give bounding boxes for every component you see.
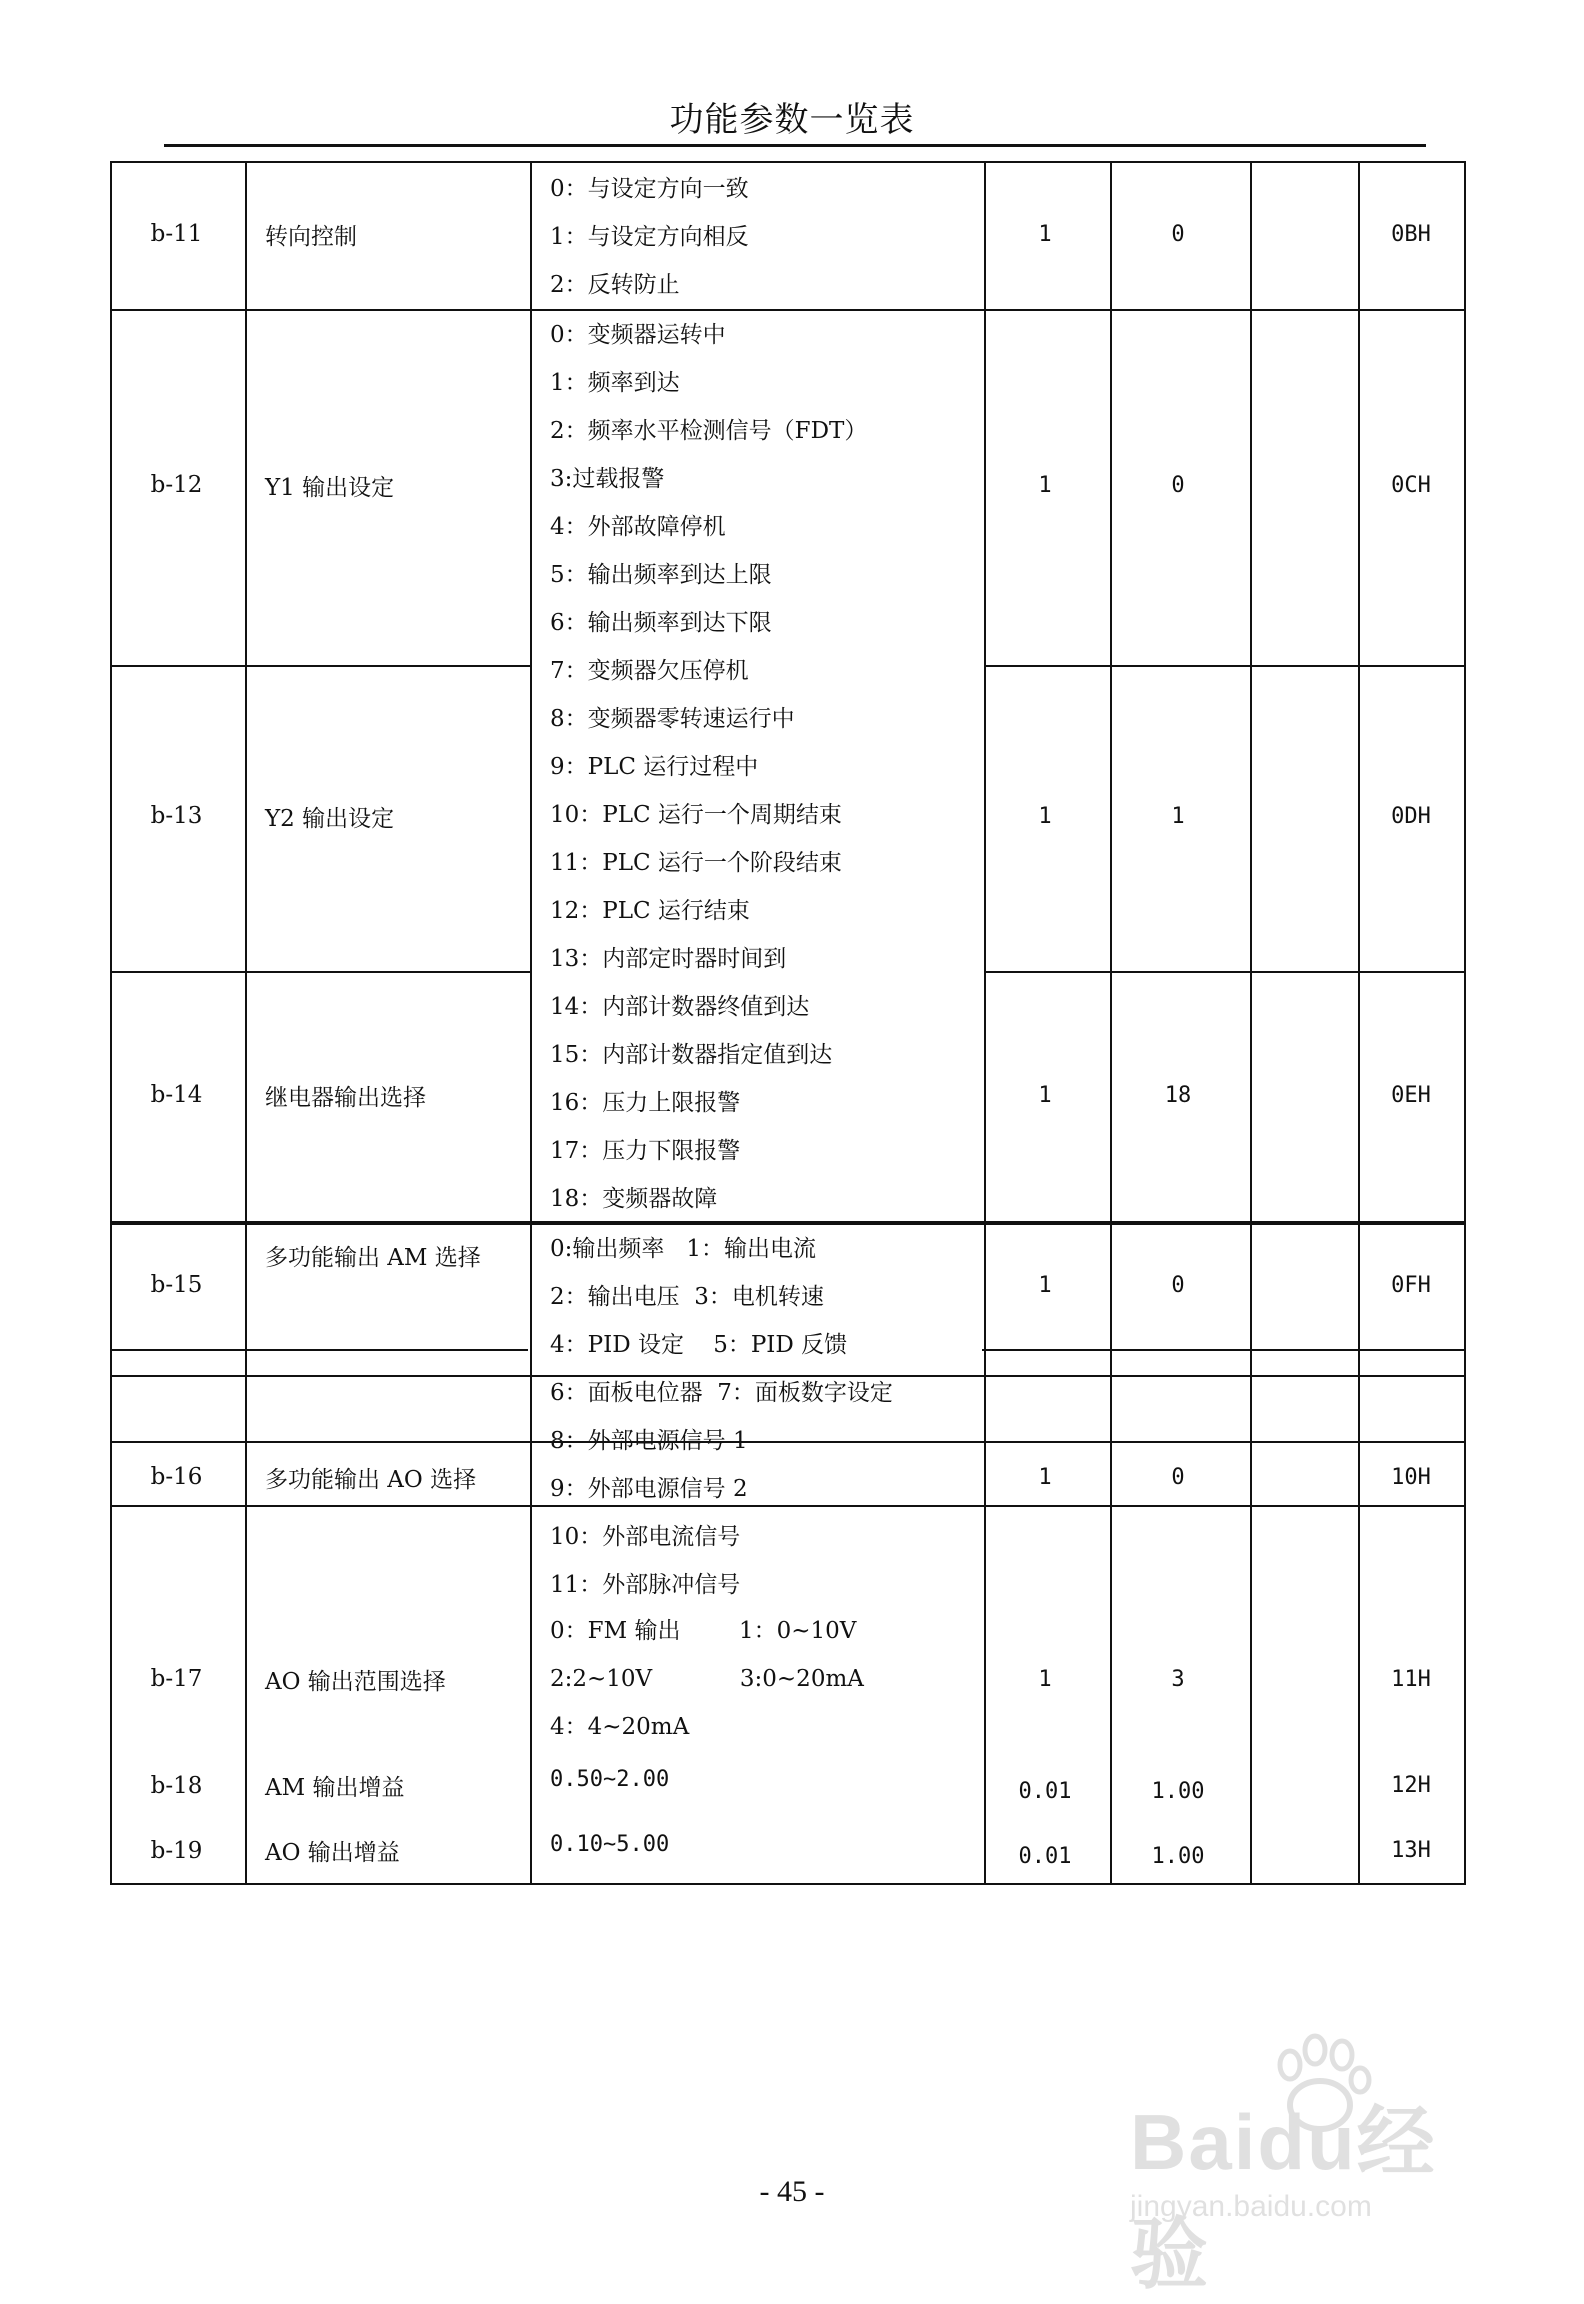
- option-line: 9：PLC 运行过程中: [550, 754, 759, 780]
- title-underline: [164, 144, 1426, 147]
- table-row-name: Y2 输出设定: [265, 805, 395, 832]
- table-row-addr: 12H: [1391, 1773, 1431, 1798]
- table-row-default: 1: [1171, 803, 1185, 829]
- option-line: 4：PID 设定 5：PID 反馈: [550, 1332, 848, 1358]
- option-line: 6：输出频率到达下限: [550, 610, 772, 636]
- options-b18: 0.50~2.00: [550, 1767, 670, 1792]
- watermark-logo: Baidu经验: [1130, 2098, 1437, 2298]
- option-line: 8：变频器零转速运行中: [550, 706, 795, 732]
- table-row-name: AM 输出增益: [265, 1775, 405, 1801]
- option-line: 11：PLC 运行一个阶段结束: [550, 850, 842, 876]
- option-line: 0:输出频率 1：输出电流: [550, 1236, 816, 1262]
- table-row-code: b-13: [150, 803, 203, 829]
- table-row-code: b-16: [150, 1464, 203, 1490]
- table-row-code: b-14: [150, 1082, 203, 1108]
- baidu-jingyan-watermark: [1110, 2060, 1490, 2298]
- table-row-code: b-19: [150, 1837, 203, 1864]
- table-row-step: 1: [1038, 1082, 1052, 1108]
- table-row-default: 0: [1171, 472, 1185, 498]
- option-line: 2：反转防止: [550, 272, 680, 298]
- table-row-addr: 0FH: [1391, 1272, 1431, 1298]
- table-row-default: 1.00: [1151, 1844, 1205, 1869]
- table-row-default: 18: [1164, 1082, 1192, 1108]
- options-analog-outputs: [528, 1221, 1088, 1605]
- table-row-step: 0.01: [1018, 1779, 1072, 1804]
- option-line: 11：外部脉冲信号: [550, 1572, 741, 1598]
- table-row-name: 多功能输出 AO 选择: [265, 1466, 477, 1493]
- table-row-name: Y1 输出设定: [265, 474, 395, 501]
- option-line: 10：PLC 运行一个周期结束: [550, 802, 842, 828]
- table-row-code: b-17: [150, 1666, 203, 1692]
- option-line: 4：外部故障停机: [550, 514, 726, 540]
- option-line: 16：压力上限报警: [550, 1090, 741, 1116]
- option-line: 14：内部计数器终值到达: [550, 994, 810, 1020]
- table-row-addr: 0BH: [1391, 221, 1431, 247]
- option-line: 12：PLC 运行结束: [550, 898, 750, 924]
- table-row-name: AO 输出增益: [265, 1840, 400, 1866]
- table-row-code: b-15: [150, 1272, 203, 1298]
- table-row-addr: 11H: [1391, 1666, 1431, 1692]
- option-line: 8：外部电源信号 1: [550, 1428, 748, 1454]
- option-line: 2:2~10V 3:0~20mA: [550, 1666, 864, 1692]
- table-row-addr: 0EH: [1391, 1082, 1431, 1108]
- option-line: 2：频率水平检测信号（FDT）: [550, 418, 868, 444]
- col-divider-5: [1250, 163, 1252, 1883]
- option-line: 0：变频器运转中: [550, 322, 726, 348]
- table-row-code: b-11: [150, 221, 203, 247]
- table-row-addr: 0CH: [1391, 472, 1431, 498]
- table-row-addr: 13H: [1391, 1838, 1431, 1863]
- option-line: 3:过载报警: [550, 466, 665, 492]
- option-line: 7：变频器欠压停机: [550, 658, 749, 684]
- option-line: 15：内部计数器指定值到达: [550, 1042, 833, 1068]
- table-row-default: 0: [1171, 1464, 1185, 1490]
- table-row-step: 1: [1038, 1272, 1052, 1298]
- option-line: 5：输出频率到达上限: [550, 562, 772, 588]
- option-line: 17：压力下限报警: [550, 1138, 741, 1164]
- table-row-name: 转向控制: [265, 223, 357, 250]
- option-line: 9：外部电源信号 2: [550, 1476, 748, 1502]
- option-line: 0：FM 输出 1：0~10V: [550, 1618, 857, 1644]
- option-line: 1：频率到达: [550, 370, 680, 396]
- page-number: - 45 -: [759, 2175, 825, 2208]
- option-line: 13：内部定时器时间到: [550, 946, 787, 972]
- table-row-default: 1.00: [1151, 1779, 1205, 1804]
- option-line: 2：输出电压 3：电机转速: [550, 1284, 824, 1310]
- table-row-addr: 0DH: [1391, 803, 1431, 829]
- table-row-name: AO 输出范围选择: [265, 1668, 446, 1695]
- table-row-step: 1: [1038, 803, 1052, 829]
- table-row-name: 多功能输出 AM 选择: [265, 1245, 481, 1271]
- options-b19: 0.10~5.00: [550, 1832, 670, 1857]
- option-line: 6：面板电位器 7：面板数字设定: [550, 1380, 893, 1406]
- page-title: 功能参数一览表: [669, 100, 915, 140]
- option-line: 18：变频器故障: [550, 1186, 718, 1212]
- table-row-addr: 10H: [1391, 1464, 1431, 1490]
- table-row-code: b-12: [150, 472, 203, 498]
- option-line: 4：4~20mA: [550, 1714, 690, 1740]
- table-row-default: 0: [1171, 221, 1185, 247]
- option-line: 10：外部电流信号: [550, 1524, 741, 1550]
- option-line: 1：与设定方向相反: [550, 224, 749, 250]
- table-row-code: b-18: [150, 1772, 203, 1799]
- table-row-default: 0: [1171, 1272, 1185, 1298]
- watermark-url: jingyan.baidu.com: [1130, 2190, 1372, 2223]
- table-row-step: 1: [1038, 1666, 1052, 1692]
- table-row-step: 1: [1038, 221, 1052, 247]
- table-row-default: 3: [1171, 1666, 1185, 1692]
- table-row-step: 1: [1038, 472, 1052, 498]
- option-line: 0：与设定方向一致: [550, 176, 749, 202]
- options-y-outputs: [528, 307, 1088, 1221]
- table-row-name: 继电器输出选择: [265, 1084, 426, 1111]
- table-row-step: 0.01: [1018, 1844, 1072, 1869]
- table-row-step: 1: [1038, 1464, 1052, 1490]
